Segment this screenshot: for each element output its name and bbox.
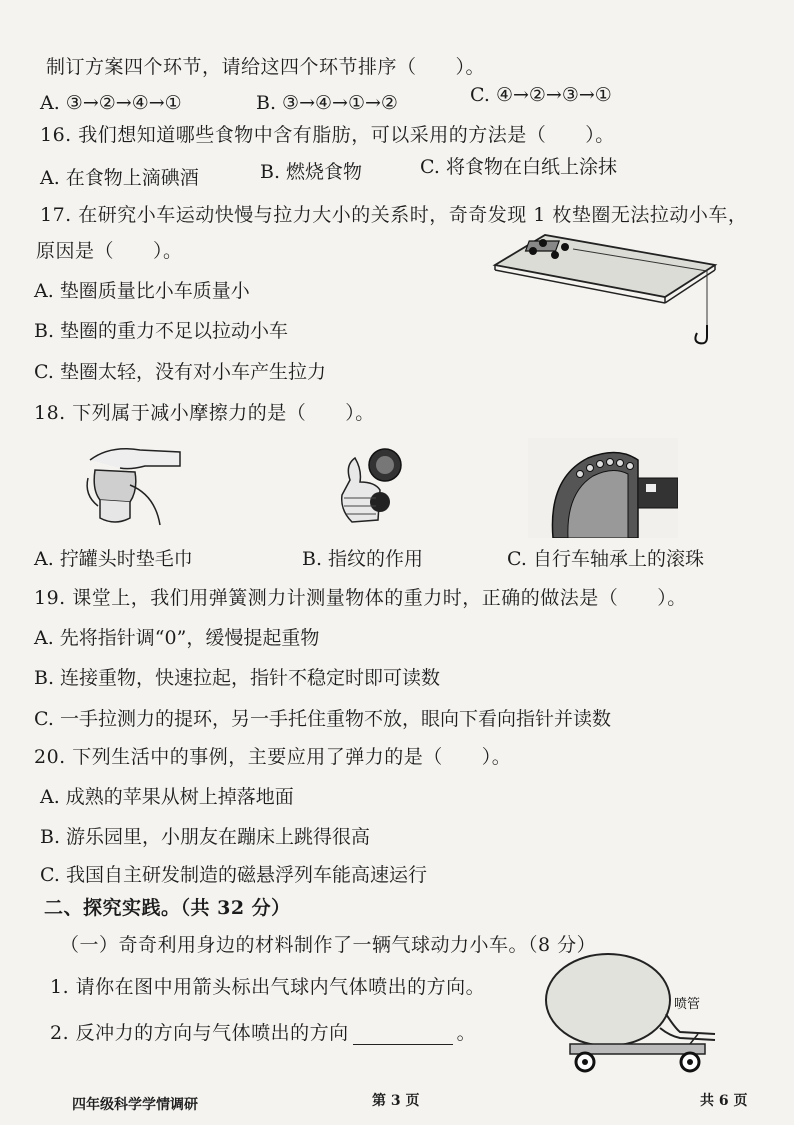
section2-q2-suffix: 。 (456, 1022, 477, 1044)
q19-option-a: A. 先将指针调“0”，缓慢提起重物 (34, 627, 320, 649)
hook-washer (695, 325, 707, 343)
q19-option-c: C. 一手拉测力的提环，另一手托住重物不放，眼向下看向指针并读数 (34, 708, 611, 730)
car-body (570, 1044, 705, 1054)
q16-option-b: B. 燃烧食物 (260, 161, 363, 183)
footer-left: 四年级科学学情调研 (72, 1097, 198, 1113)
q15-option-b: B. ③→④→①→② (256, 92, 398, 114)
q15-option-c: C. ④→②→③→① (470, 84, 612, 106)
q17-stem-cont: 原因是（ ）。 (36, 240, 183, 262)
q17-option-a: A. 垫圈质量比小车质量小 (34, 280, 250, 302)
q17-stem: 17. 在研究小车运动快慢与拉力大小的关系时，奇奇发现 1 枚垫圈无法拉动小车， (40, 204, 748, 226)
section2-part1: （一）奇奇利用身边的材料制作了一辆气球动力小车。（8 分） (60, 934, 597, 956)
q15-option-a: A. ③→②→④→① (40, 92, 182, 114)
thumb-fingerprint-picture (330, 440, 420, 530)
footer-page-number: 第 3 页 (372, 1093, 420, 1109)
q19-stem: 19. 课堂上，我们用弹簧测力计测量物体的重力时，正确的做法是（ ）。 (34, 587, 687, 609)
q18-option-b: B. 指纹的作用 (302, 548, 424, 570)
q20-option-a: A. 成熟的苹果从树上掉落地面 (40, 786, 294, 808)
answer-blank[interactable] (353, 1026, 453, 1045)
q18-option-a: A. 拧罐头时垫毛巾 (34, 548, 193, 570)
nozzle-tube (666, 1014, 715, 1034)
bicycle-bearing-picture (528, 438, 678, 538)
section2-q1: 1. 请你在图中用箭头标出气球内气体喷出的方向。 (50, 976, 486, 998)
q19-option-b: B. 连接重物，快速拉起，指针不稳定时即可读数 (34, 667, 441, 689)
q15-stem-cont: 制订方案四个环节，请给这四个环节排序（ ）。 (46, 56, 486, 78)
balloon-car-figure (540, 948, 740, 1088)
q16-option-c: C. 将食物在白纸上涂抹 (420, 156, 617, 178)
q16-option-a: A. 在食物上滴碘酒 (40, 167, 199, 189)
q16-stem: 16. 我们想知道哪些食物中含有脂肪，可以采用的方法是（ ）。 (40, 124, 615, 146)
q20-stem: 20. 下列生活中的事例，主要应用了弹力的是（ ）。 (34, 746, 512, 768)
q20-option-b: B. 游乐园里，小朋友在蹦床上跳得很高 (40, 826, 371, 848)
section2-q2-prefix: 2. 反冲力的方向与气体喷出的方向 (50, 1022, 349, 1044)
q17-option-c: C. 垫圈太轻，没有对小车产生拉力 (34, 361, 326, 383)
section2-q2 (50, 1018, 476, 1045)
cart-on-table-figure (485, 225, 725, 365)
q20-option-c: C. 我国自主研发制造的磁悬浮列车能高速运行 (40, 864, 427, 886)
footer-total-pages: 共 6 页 (700, 1093, 748, 1109)
q18-stem: 18. 下列属于减小摩擦力的是（ ）。 (34, 402, 375, 424)
q18-option-c: C. 自行车轴承上的滚珠 (507, 548, 704, 570)
section2-title: 二、探究实践。（共 32 分） (44, 897, 291, 919)
jar-with-towel-picture (80, 440, 190, 530)
nozzle-label: 喷管 (674, 997, 701, 1012)
q17-option-b: B. 垫圈的重力不足以拉动小车 (34, 320, 289, 342)
balloon (546, 954, 670, 1046)
